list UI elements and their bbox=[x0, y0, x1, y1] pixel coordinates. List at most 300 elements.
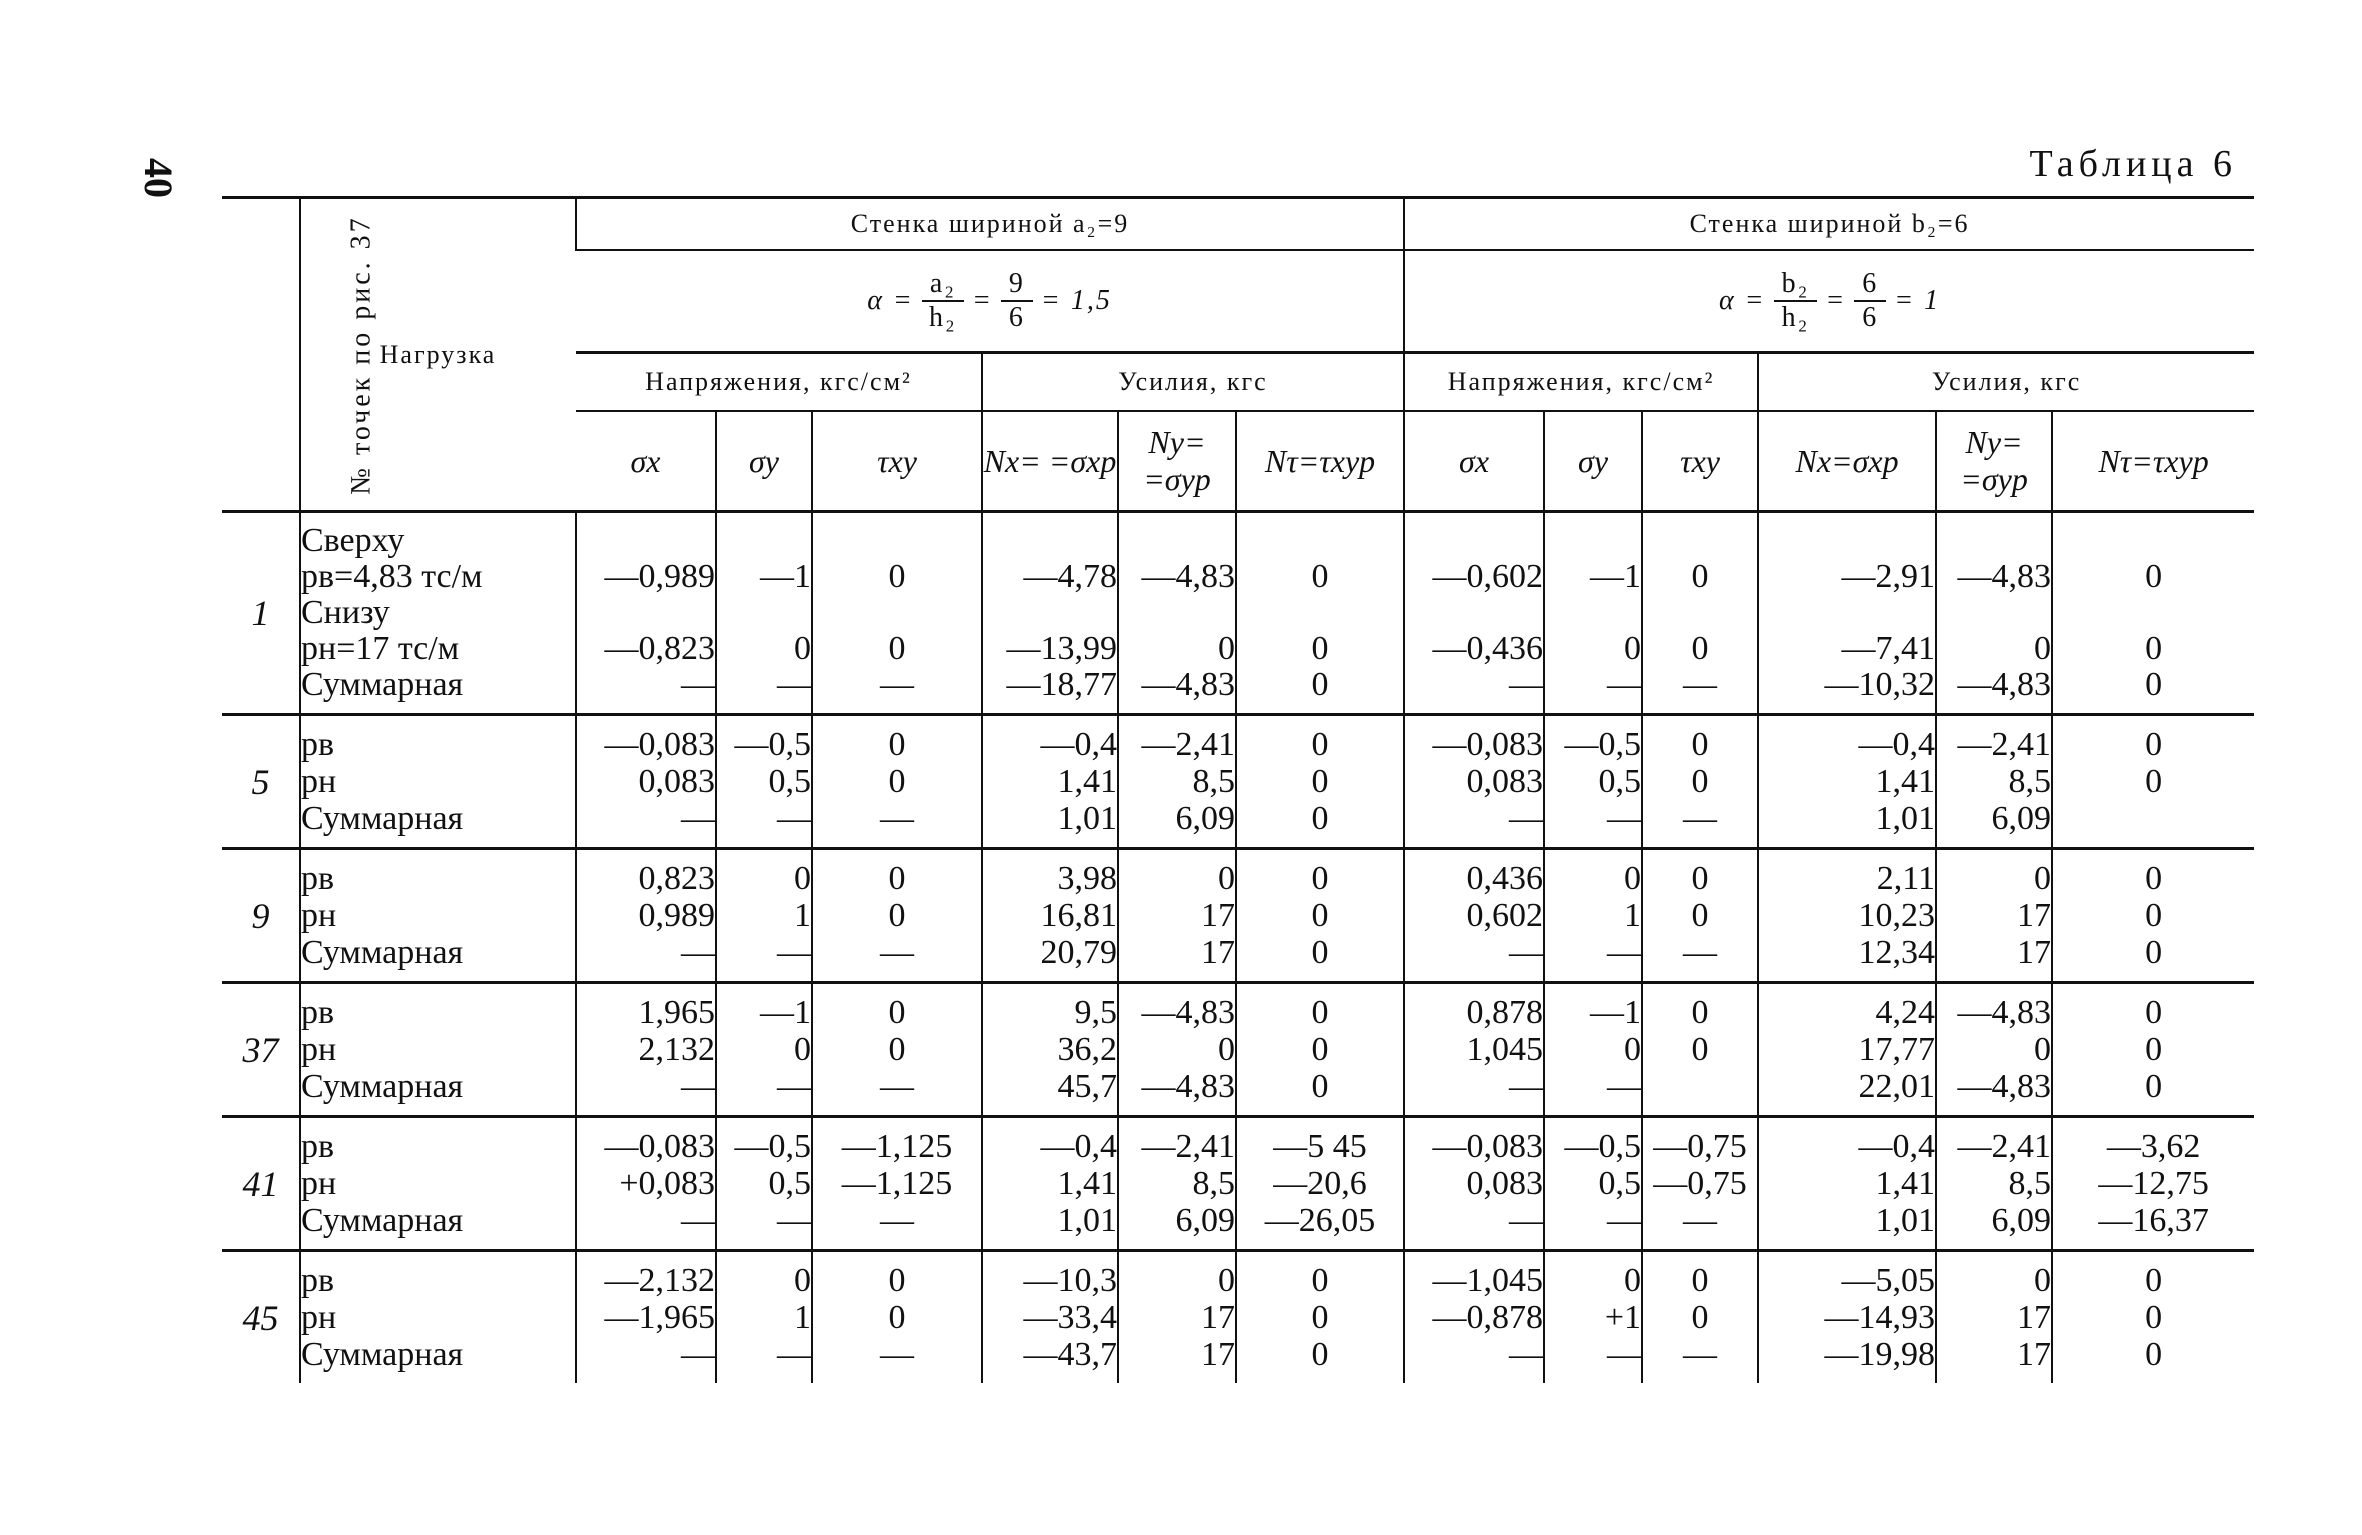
value-cell bbox=[812, 1251, 982, 1384]
cell-value: —2,41 bbox=[1957, 726, 2052, 763]
cell-value: 0 bbox=[1311, 726, 1329, 763]
stresses-b-header: Напряжения, кгс/см² bbox=[1404, 353, 1758, 412]
value-cell bbox=[1404, 512, 1544, 715]
value-cell bbox=[1936, 983, 2052, 1117]
cell-value: 0 bbox=[2145, 726, 2163, 763]
cell-value bbox=[1759, 595, 1935, 631]
cell-value: 0 bbox=[888, 763, 906, 800]
load-cell bbox=[300, 1117, 576, 1251]
cell-value: 0 bbox=[1311, 763, 1329, 800]
cell-value: 0 bbox=[1691, 1262, 1709, 1299]
cell-value: —4,83 bbox=[1141, 558, 1235, 595]
cell-value: — bbox=[880, 800, 914, 837]
value-cell bbox=[576, 849, 716, 983]
value-cell bbox=[1118, 983, 1236, 1117]
value-cell bbox=[982, 715, 1118, 849]
value-cell bbox=[716, 849, 812, 983]
cell-value: — bbox=[681, 1202, 715, 1239]
value-cell bbox=[576, 983, 716, 1117]
cell-value bbox=[1545, 595, 1641, 631]
load-label: pн bbox=[301, 897, 337, 934]
cell-value: 0 bbox=[1691, 860, 1709, 897]
load-cell bbox=[300, 715, 576, 849]
cell-value: 0,083 bbox=[638, 763, 715, 800]
cell-value: —19,98 bbox=[1824, 1336, 1936, 1373]
value-cell bbox=[1544, 849, 1642, 983]
cell-value: 0 bbox=[1311, 800, 1329, 837]
value-cell bbox=[1544, 1251, 1642, 1384]
cell-value: 6,09 bbox=[1991, 800, 2052, 837]
cell-value bbox=[1937, 523, 2051, 559]
cell-value: 17 bbox=[2017, 1299, 2052, 1336]
load-label: pв bbox=[301, 994, 335, 1031]
cell-value: 0 bbox=[1218, 630, 1235, 667]
value-cell bbox=[716, 1251, 812, 1384]
cell-value: 6,09 bbox=[1175, 1202, 1235, 1239]
value-cell bbox=[1404, 1117, 1544, 1251]
cell-value: 1 bbox=[794, 1299, 811, 1336]
load-label: pв bbox=[301, 726, 335, 763]
cell-value: 0,083 bbox=[1466, 763, 1544, 800]
cell-value: —4,83 bbox=[1957, 1068, 2052, 1105]
cell-value: 0 bbox=[1691, 726, 1709, 763]
cell-value: — bbox=[1683, 800, 1718, 837]
load-label: pв bbox=[301, 1128, 335, 1165]
cell-value: —4,83 bbox=[1957, 558, 2052, 595]
cell-value: 0 bbox=[1624, 860, 1642, 897]
cell-value bbox=[2053, 523, 2254, 559]
table-row bbox=[222, 983, 2254, 1117]
cell-value: 17 bbox=[1201, 1336, 1235, 1373]
cell-value: 0 bbox=[1311, 860, 1329, 897]
table-row bbox=[222, 849, 2254, 983]
cell-value: 0 bbox=[2145, 666, 2163, 703]
cell-value: 0 bbox=[1218, 860, 1235, 897]
value-cell bbox=[576, 715, 716, 849]
cell-value: 0,602 bbox=[1466, 897, 1544, 934]
cell-value: — bbox=[777, 800, 811, 837]
table-row bbox=[222, 1251, 2254, 1384]
value-cell bbox=[1758, 1117, 1936, 1251]
load-cell bbox=[300, 983, 576, 1117]
cell-value: —1,125 bbox=[841, 1165, 953, 1202]
cell-value: —43,7 bbox=[1023, 1336, 1117, 1373]
cell-value: 0,436 bbox=[1466, 860, 1544, 897]
column-header: σy bbox=[1544, 411, 1642, 512]
cell-value: —33,4 bbox=[1023, 1299, 1117, 1336]
cell-value bbox=[577, 523, 715, 559]
cell-value: —0,4 bbox=[1040, 1128, 1117, 1165]
value-cell bbox=[1936, 1117, 2052, 1251]
value-cell bbox=[1758, 512, 1936, 715]
cell-value: —7,41 bbox=[1841, 630, 1936, 667]
cell-value: 0 bbox=[1624, 630, 1642, 667]
cell-value: 17 bbox=[1201, 934, 1235, 971]
alpha-b-formula: α = $\frac{\text{b₂}}{\text{h₂}}$ = $\frac{6}{6}$ = 1 bbox=[1404, 250, 2254, 353]
load-cell bbox=[300, 512, 576, 715]
cell-value: — bbox=[1683, 934, 1718, 971]
cell-value: —26,05 bbox=[1264, 1202, 1376, 1239]
column-header: σy bbox=[716, 411, 812, 512]
point-number-cell: 45 bbox=[222, 1251, 300, 1384]
cell-value: 1,41 bbox=[1875, 763, 1936, 800]
cell-value: 6,09 bbox=[1991, 1202, 2052, 1239]
cell-value: 0 bbox=[888, 1031, 906, 1068]
value-cell bbox=[1236, 1117, 1404, 1251]
cell-value: +1 bbox=[1604, 1299, 1642, 1336]
cell-value: — bbox=[681, 666, 715, 703]
value-cell bbox=[812, 512, 982, 715]
cell-value: 22,01 bbox=[1858, 1068, 1936, 1105]
cell-value: 0 bbox=[888, 897, 906, 934]
cell-value: 4,24 bbox=[1875, 994, 1936, 1031]
value-cell bbox=[1936, 849, 2052, 983]
value-cell bbox=[2052, 512, 2254, 715]
cell-value bbox=[2053, 800, 2254, 837]
cell-value: 10,23 bbox=[1858, 897, 1936, 934]
cell-value: —2,41 bbox=[1957, 1128, 2052, 1165]
value-cell bbox=[1758, 849, 1936, 983]
value-cell bbox=[1404, 715, 1544, 849]
cell-value: — bbox=[777, 934, 811, 971]
point-number-cell: 41 bbox=[222, 1117, 300, 1251]
cell-value: —0,4 bbox=[1040, 726, 1117, 763]
cell-value: — bbox=[1607, 1068, 1642, 1105]
column-header: Nx=σxp bbox=[1758, 411, 1936, 512]
cell-value: 17 bbox=[2017, 934, 2052, 971]
point-number-cell: 37 bbox=[222, 983, 300, 1117]
cell-value: 0 bbox=[2145, 1299, 2163, 1336]
value-cell bbox=[1236, 1251, 1404, 1384]
cell-value: —13,99 bbox=[1006, 630, 1117, 667]
cell-value: 0,823 bbox=[638, 860, 715, 897]
cell-value: —2,91 bbox=[1841, 558, 1936, 595]
cell-value: 2,11 bbox=[1876, 860, 1936, 897]
cell-value: —0,5 bbox=[734, 1128, 811, 1165]
cell-value: — bbox=[681, 800, 715, 837]
cell-value: — bbox=[777, 1068, 811, 1105]
cell-value: 0 bbox=[888, 1299, 906, 1336]
cell-value: 0 bbox=[1624, 1262, 1642, 1299]
cell-value bbox=[1759, 523, 1935, 559]
cell-value: —0,989 bbox=[604, 558, 715, 595]
value-cell bbox=[812, 849, 982, 983]
cell-value bbox=[1405, 523, 1543, 559]
load-cell bbox=[300, 1251, 576, 1384]
cell-value: 0 bbox=[794, 860, 811, 897]
value-cell bbox=[1118, 715, 1236, 849]
cell-value: 17,77 bbox=[1858, 1031, 1936, 1068]
cell-value: —0,083 bbox=[604, 1128, 715, 1165]
value-cell bbox=[716, 512, 812, 715]
cell-value: 0 bbox=[2034, 630, 2052, 667]
cell-value: — bbox=[880, 1068, 914, 1105]
cell-value: 1,01 bbox=[1875, 1202, 1936, 1239]
cell-value: —0,5 bbox=[734, 726, 811, 763]
cell-value: 0 bbox=[2034, 1262, 2052, 1299]
cell-value: —1,125 bbox=[841, 1128, 953, 1165]
point-number-header: № точек по рис. 37 bbox=[222, 198, 300, 512]
cell-value: — bbox=[1607, 800, 1642, 837]
cell-value: 0,083 bbox=[1466, 1165, 1544, 1202]
cell-value: 45,7 bbox=[1057, 1068, 1117, 1105]
value-cell bbox=[1404, 983, 1544, 1117]
cell-value bbox=[1405, 595, 1543, 631]
cell-value: — bbox=[1607, 934, 1642, 971]
table-row bbox=[222, 512, 2254, 715]
cell-value: 0 bbox=[1311, 1262, 1329, 1299]
cell-value bbox=[1545, 523, 1641, 559]
load-label: pн bbox=[301, 1031, 337, 1068]
cell-value: —5,05 bbox=[1841, 1262, 1936, 1299]
cell-value: 0 bbox=[1691, 763, 1709, 800]
cell-value: 1,045 bbox=[1466, 1031, 1544, 1068]
value-cell bbox=[2052, 715, 2254, 849]
cell-value: 0 bbox=[2145, 1336, 2163, 1373]
cell-value: — bbox=[1509, 800, 1544, 837]
column-header: Ny= =σyp bbox=[1118, 411, 1236, 512]
load-label: Суммарная bbox=[301, 666, 464, 703]
cell-value: 0 bbox=[888, 860, 906, 897]
cell-value: 0 bbox=[2145, 1068, 2163, 1105]
cell-value: 0 bbox=[794, 1262, 811, 1299]
value-cell bbox=[982, 512, 1118, 715]
cell-value: 36,2 bbox=[1057, 1031, 1117, 1068]
cell-value: 0 bbox=[1311, 1068, 1329, 1105]
cell-value: — bbox=[1509, 1202, 1544, 1239]
value-cell bbox=[1118, 1251, 1236, 1384]
cell-value: —4,83 bbox=[1141, 1068, 1235, 1105]
cell-value bbox=[717, 523, 811, 559]
cell-value: 0 bbox=[1691, 630, 1709, 667]
cell-value: —4,78 bbox=[1023, 558, 1117, 595]
cell-value bbox=[1237, 523, 1403, 559]
cell-value: — bbox=[1607, 1202, 1642, 1239]
cell-value: 0 bbox=[1311, 1299, 1329, 1336]
value-cell bbox=[1642, 512, 1758, 715]
value-cell bbox=[1544, 715, 1642, 849]
cell-value: 0 bbox=[1311, 630, 1329, 667]
load-label: pн bbox=[301, 763, 337, 800]
value-cell bbox=[1118, 512, 1236, 715]
cell-value: 1,01 bbox=[1875, 800, 1936, 837]
column-header: Ny= =σyp bbox=[1936, 411, 2052, 512]
value-cell bbox=[1236, 849, 1404, 983]
cell-value: — bbox=[777, 666, 811, 703]
alpha-a-formula: α = $\frac{\text{a₂}}{\text{h₂}}$ = $\frac{9}{6}$ = 1,5 bbox=[576, 250, 1404, 353]
cell-value: 12,34 bbox=[1858, 934, 1936, 971]
cell-value: 17 bbox=[2017, 897, 2052, 934]
cell-value bbox=[1119, 523, 1235, 559]
cell-value: —14,93 bbox=[1824, 1299, 1936, 1336]
cell-value: 1,965 bbox=[638, 994, 715, 1031]
column-header: σx bbox=[576, 411, 716, 512]
cell-value: —16,37 bbox=[2098, 1202, 2209, 1239]
cell-value: — bbox=[1683, 666, 1718, 703]
value-cell bbox=[1758, 1251, 1936, 1384]
value-cell bbox=[1404, 1251, 1544, 1384]
value-cell bbox=[812, 1117, 982, 1251]
cell-value: 0 bbox=[2145, 897, 2163, 934]
cell-value: — bbox=[777, 1202, 811, 1239]
cell-value: 1,01 bbox=[1057, 800, 1117, 837]
cell-value: — bbox=[1509, 934, 1544, 971]
value-cell bbox=[1236, 715, 1404, 849]
value-cell bbox=[1236, 512, 1404, 715]
load-label: pн=17 тс/м bbox=[301, 630, 460, 667]
cell-value: —20,6 bbox=[1273, 1165, 1367, 1202]
stress-table bbox=[222, 196, 2254, 1383]
value-cell bbox=[1544, 512, 1642, 715]
cell-value: 9,5 bbox=[1074, 994, 1117, 1031]
value-cell bbox=[1544, 983, 1642, 1117]
cell-value: —0,5 bbox=[1564, 726, 1642, 763]
value-cell bbox=[1118, 1117, 1236, 1251]
column-header: σx bbox=[1404, 411, 1544, 512]
cell-value: 0 bbox=[2145, 1262, 2163, 1299]
cell-value: 17 bbox=[1201, 897, 1235, 934]
value-cell bbox=[1642, 983, 1758, 1117]
point-number-cell: 5 bbox=[222, 715, 300, 849]
cell-value: 0,5 bbox=[1598, 1165, 1642, 1202]
column-header: Nτ=τxyp bbox=[1236, 411, 1404, 512]
load-label: pв bbox=[301, 860, 335, 897]
cell-value: 17 bbox=[1201, 1299, 1235, 1336]
wall-a-header: Стенка шириной a₂=9 bbox=[576, 198, 1404, 251]
value-cell bbox=[576, 512, 716, 715]
cell-value: —3,62 bbox=[2106, 1128, 2201, 1165]
value-cell bbox=[812, 715, 982, 849]
cell-value: +0,083 bbox=[619, 1165, 715, 1202]
page-number: 40 bbox=[136, 158, 181, 198]
cell-value: 0 bbox=[888, 994, 906, 1031]
cell-value: —1 bbox=[760, 558, 811, 595]
cell-value: 17 bbox=[2017, 1336, 2052, 1373]
cell-value: — bbox=[880, 666, 914, 703]
cell-value: 16,81 bbox=[1040, 897, 1117, 934]
cell-value: —0,436 bbox=[1432, 630, 1544, 667]
cell-value: —0,75 bbox=[1653, 1165, 1747, 1202]
value-cell bbox=[716, 715, 812, 849]
cell-value: —0,083 bbox=[604, 726, 715, 763]
cell-value: 0 bbox=[2145, 934, 2163, 971]
value-cell bbox=[1758, 715, 1936, 849]
wall-b-header: Стенка шириной b₂=6 bbox=[1404, 198, 2254, 251]
cell-value: 0 bbox=[1311, 994, 1329, 1031]
cell-value: — bbox=[777, 1336, 811, 1373]
cell-value: 0,5 bbox=[768, 1165, 811, 1202]
load-label: Сверху bbox=[301, 522, 405, 559]
cell-value: — bbox=[681, 934, 715, 971]
cell-value: 0 bbox=[888, 1262, 906, 1299]
load-label: Суммарная bbox=[301, 1068, 464, 1105]
forces-b-header: Усилия, кгс bbox=[1758, 353, 2254, 412]
load-label: pв bbox=[301, 1262, 335, 1299]
column-header: Nτ=τxyp bbox=[2052, 411, 2254, 512]
cell-value: — bbox=[1509, 1068, 1544, 1105]
cell-value: —2,41 bbox=[1141, 1128, 1235, 1165]
cell-value: 0 bbox=[1311, 1336, 1329, 1373]
cell-value bbox=[1119, 595, 1235, 631]
cell-value bbox=[717, 595, 811, 631]
value-cell bbox=[812, 983, 982, 1117]
cell-value: —0,4 bbox=[1858, 1128, 1936, 1165]
cell-value: —0,083 bbox=[1432, 1128, 1544, 1165]
value-cell bbox=[1642, 849, 1758, 983]
value-cell bbox=[1642, 1251, 1758, 1384]
cell-value: 1 bbox=[1624, 897, 1642, 934]
value-cell bbox=[576, 1117, 716, 1251]
cell-value: —4,83 bbox=[1957, 994, 2052, 1031]
cell-value: — bbox=[1509, 666, 1544, 703]
cell-value: 0 bbox=[1311, 1031, 1329, 1068]
value-cell bbox=[1936, 1251, 2052, 1384]
cell-value: —4,83 bbox=[1957, 666, 2052, 703]
value-cell bbox=[576, 1251, 716, 1384]
cell-value: 0 bbox=[794, 630, 811, 667]
cell-value: 0 bbox=[2145, 860, 2163, 897]
cell-value bbox=[1643, 1068, 1757, 1105]
cell-value: —0,602 bbox=[1432, 558, 1544, 595]
value-cell bbox=[2052, 849, 2254, 983]
cell-value bbox=[813, 595, 981, 631]
cell-value: — bbox=[1683, 1336, 1718, 1373]
cell-value: 0 bbox=[794, 1031, 811, 1068]
load-cell bbox=[300, 849, 576, 983]
cell-value: —0,4 bbox=[1858, 726, 1936, 763]
value-cell bbox=[2052, 1117, 2254, 1251]
column-header: Nx= =σxp bbox=[982, 411, 1118, 512]
forces-a-header: Усилия, кгс bbox=[982, 353, 1404, 412]
cell-value: 0 bbox=[2145, 630, 2163, 667]
load-label: pн bbox=[301, 1165, 337, 1202]
value-cell bbox=[2052, 983, 2254, 1117]
value-cell bbox=[1544, 1117, 1642, 1251]
cell-value: — bbox=[1607, 666, 1642, 703]
cell-value: —1 bbox=[760, 994, 811, 1031]
cell-value: — bbox=[880, 1202, 914, 1239]
cell-value: 1,41 bbox=[1875, 1165, 1936, 1202]
column-header: τxy bbox=[812, 411, 982, 512]
cell-value: 0 bbox=[1691, 1299, 1709, 1336]
cell-value: —18,77 bbox=[1006, 666, 1117, 703]
cell-value: 0 bbox=[2145, 558, 2163, 595]
cell-value bbox=[983, 523, 1117, 559]
cell-value: 0,5 bbox=[768, 763, 811, 800]
cell-value: —0,75 bbox=[1653, 1128, 1747, 1165]
load-label: pв=4,83 тс/м bbox=[301, 558, 483, 595]
cell-value: 0,5 bbox=[1598, 763, 1642, 800]
cell-value: 8,5 bbox=[2008, 1165, 2052, 1202]
load-label: Суммарная bbox=[301, 934, 464, 971]
cell-value: 0 bbox=[2034, 860, 2052, 897]
cell-value bbox=[577, 595, 715, 631]
value-cell bbox=[1936, 715, 2052, 849]
load-label: Суммарная bbox=[301, 800, 464, 837]
cell-value: 2,132 bbox=[638, 1031, 715, 1068]
value-cell bbox=[1236, 983, 1404, 1117]
cell-value: — bbox=[1509, 1336, 1544, 1373]
cell-value: 0 bbox=[1691, 994, 1709, 1031]
cell-value: —0,878 bbox=[1432, 1299, 1544, 1336]
cell-value: —1,045 bbox=[1432, 1262, 1544, 1299]
cell-value: 0,878 bbox=[1466, 994, 1544, 1031]
value-cell bbox=[1936, 512, 2052, 715]
cell-value: —2,132 bbox=[604, 1262, 715, 1299]
cell-value: —0,083 bbox=[1432, 726, 1544, 763]
cell-value: — bbox=[1607, 1336, 1642, 1373]
load-label: Суммарная bbox=[301, 1202, 464, 1239]
